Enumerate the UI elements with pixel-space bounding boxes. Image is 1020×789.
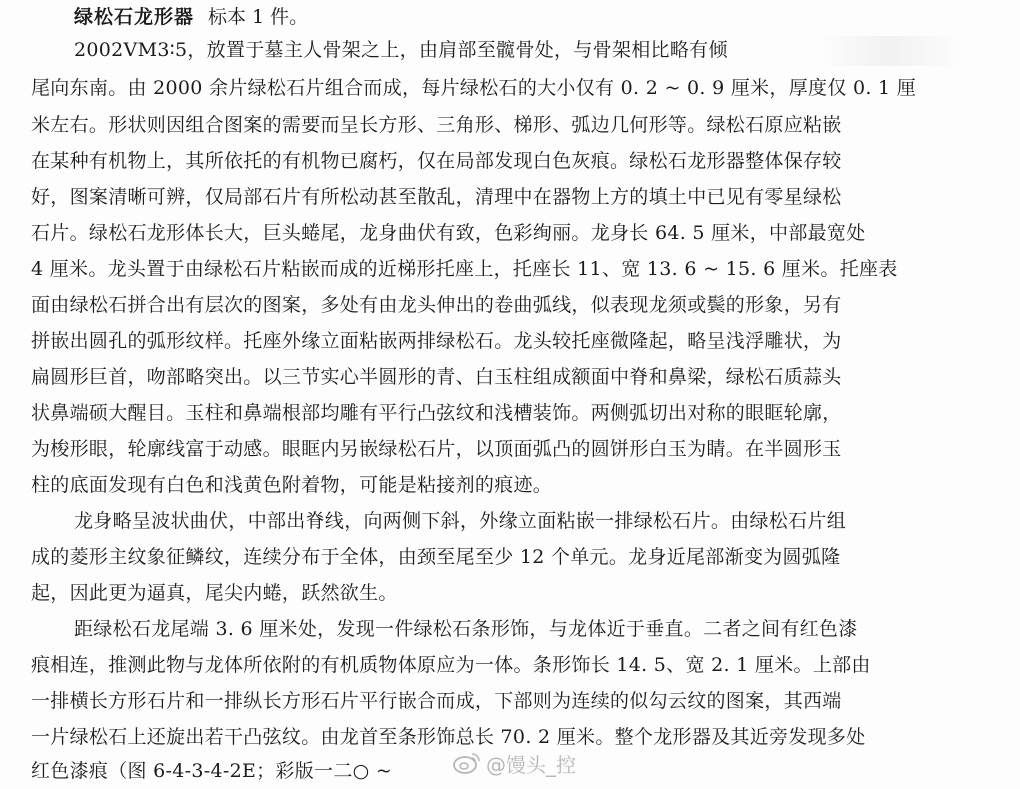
text-line: 龙身略呈波状曲伏，中部出脊线，向两侧下斜，外缘立面粘嵌一排绿松石片。由绿松石片组 (74, 510, 847, 532)
text-line: 米左右。形状则因组合图案的需要而呈长方形、三角形、梯形、弧边几何形等。绿松石原应粘嵌 (31, 114, 842, 136)
text-line: 一片绿松石上还旋出若干凸弦纹。由龙首至条形饰总长 70. 2 厘米。整个龙形器及其近旁发现多处 (31, 726, 866, 748)
text-line: 红色漆痕（图 6-4-3-4-2E；彩版一二○ ~ (31, 760, 393, 782)
text-line: 面由绿松石拼合出有层次的图案，多处有由龙头伸出的卷曲弧线，似表现龙须或鬓的形象，另有 (31, 294, 842, 316)
text-line: 2002ⅤM3∶5，放置于墓主人骨架之上，由肩部至髋骨处，与骨架相比略有倾 (74, 39, 728, 61)
text-line: 4 厘米。龙头置于由绿松石片粘嵌而成的近梯形托座上，托座长 11、宽 13. 6 ~ 15. 6 厘米。托座表 (31, 258, 898, 280)
text-line: 在某种有机物上，其所依托的有机物已腐朽，仅在局部发现白色灰痕。绿松石龙形器整体保存较 (31, 150, 842, 172)
heading-count: 标本 1 件。 (208, 6, 309, 28)
text-line: 起，因此更为逼真，尾尖内蜷，跃然欲生。 (31, 582, 398, 604)
text-line: 好，图案清晰可辨，仅局部石片有所松动甚至散乱，清理中在器物上方的填土中已见有零星绿松 (31, 186, 842, 208)
text-line: 距绿松石龙尾端 3. 6 厘米处，发现一件绿松石条形饰，与龙体近于垂直。二者之间有红色漆 (74, 618, 858, 640)
text-line: 石片。绿松石龙形体长大，巨头蜷尾，龙身曲伏有致，色彩绚丽。龙身长 64. 5 厘米，中部最宽处 (31, 222, 866, 244)
text-line: 痕相连，推测此物与龙体所依附的有机质物体原应为一体。条形饰长 14. 5、宽 2. 1 厘米。上部由 (31, 654, 871, 676)
text-line: 成的菱形主纹象征鳞纹，连续分布于全体，由颈至尾至少 12 个单元。龙身近尾部渐变为圆弧隆 (31, 546, 841, 568)
watermark (452, 747, 576, 779)
text-line: 一排横长方形石片和一排纵长方形石片平行嵌合而成，下部则为连续的似勾云纹的图案，其西端 (31, 690, 842, 712)
heading-title: 绿松石龙形器 (74, 6, 195, 28)
weibo-icon (452, 751, 482, 775)
text-line: 尾向东南。由 2000 余片绿松石片组合而成，每片绿松石的大小仅有 0. 2 ~ 0. 9 厘米，厚度仅 0. 1 厘 (31, 77, 917, 99)
text-line: 柱的底面发现有白色和浅黄色附着物，可能是粘接剂的痕迹。 (31, 474, 553, 496)
blurred-overlay (820, 36, 1020, 66)
section-heading (74, 4, 308, 30)
text-line: 拼嵌出圆孔的弧形纹样。托座外缘立面粘嵌两排绿松石。龙头较托座微隆起，略呈浅浮雕状，为 (31, 330, 842, 352)
text-line: 为梭形眼，轮廓线富于动感。眼眶内另嵌绿松石片，以顶面弧凸的圆饼形白玉为睛。在半圆形玉 (31, 438, 842, 460)
text-line: 扁圆形巨首，吻部略突出。以三节实心半圆形的青、白玉柱组成额面中脊和鼻梁，绿松石质蒜头 (31, 366, 842, 388)
watermark-text: @馒头_控 (486, 752, 576, 777)
text-line: 状鼻端硕大醒目。玉柱和鼻端根部均雕有平行凸弦纹和浅槽装饰。两侧弧切出对称的眼眶轮廓， (31, 402, 842, 424)
